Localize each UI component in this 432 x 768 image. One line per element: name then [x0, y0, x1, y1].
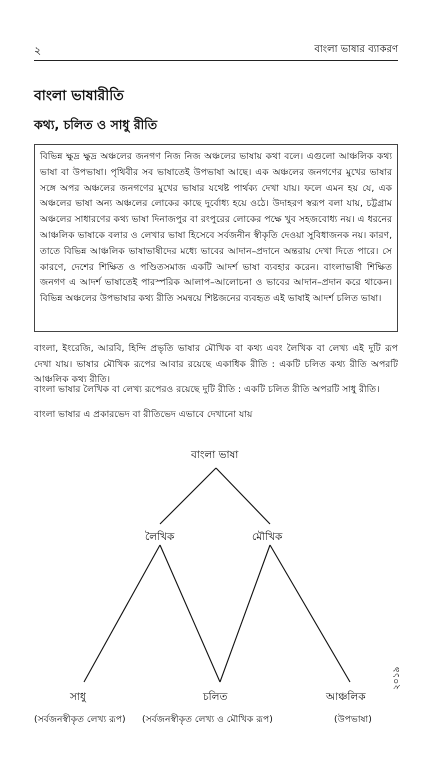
paragraph-diagram-intro: বাংলা ভাষার এ প্রকারভেদ বা রীতিভেদ এভাবে দেখানো যায় — [34, 409, 253, 420]
edge-root-spoken — [216, 468, 270, 524]
node-written: লৈখিক — [145, 531, 175, 543]
node-cholito-desc: (সর্বজনস্বীকৃত লেখ্য ও মৌখিক রূপ) — [142, 714, 273, 725]
running-title: বাংলা ভাষার ব্যাকরণ — [314, 44, 398, 55]
boxed-paragraph: বিভিন্ন ক্ষুদ্র ক্ষুদ্র অঞ্চলের জনগণ নিজ নিজ অঞ্চলের ভাষায় কথা বলে। এগুলো আঞ্চলিক কথ্য ভাষা বা উপভাষা। পৃথিবীর সব ভাষাতেই উপভাষা আছে। এক অঞ্চলের জনগণের মুখের ভাষার সঙ্গে অপর অঞ্চলের জনগণের মুখের ভাষার যথেষ্ট পার্থক্য দেখা যায়। ফলে এমন হয় যে, এক অঞ্চলের ভাষা অন্য অঞ্চলের লোকের কাছে দুর্বোধ্য হয়ে ওঠে। উদাহরণ স্বরূপ বলা যায়, চট্টগ্রাম অঞ্চলের সাধারণের কথ্য ভাষা দিনাজপুর বা রংপুরের লোকের পক্ষে খুব সহজবোধ্য নয়। এ ধরনের আঞ্চলিক ভাষাকে বলার ও লেখার ভাষা হিসেবে সর্বজনীন স্বীকৃতি দেওয়া সুবিধাজনক নয়। কারণ, তাতে বিভিন্ন আঞ্চলিক ভাষাভাষীদের মধ্যে ভাবের আদান–প্রদানে অন্তরায় দেখা দিতে পারে। সে কারণে, দেশের শিক্ষিত ও পণ্ডিতসমাজ একটি আদর্শ ভাষা ব্যবহার করেন। বাংলাভাষী শিক্ষিত জনগণ এ আদর্শ ভাষাতেই পারস্পরিক আলাপ–আলোচনা ও ভাবের আদান–প্রদান করে থাকেন। বিভিন্ন অঞ্চলের উপভাষার কথ্য রীতি সমন্বয়ে শিষ্টজনের ব্যবহৃত এই ভাষাই আদর্শ চলিত ভাষা। — [34, 144, 398, 332]
paragraph-written-styles: বাংলা ভাষার লৈখিক বা লেখ্য রূপেরও রয়েছে দুটি রীতি : একটি চলিত রীতি অপরটি সাধু রীতি। — [34, 384, 380, 395]
edge-written-cholito — [160, 545, 220, 682]
node-regional-desc: (উপভাষা) — [334, 714, 372, 725]
node-regional: আঞ্চলিক — [326, 691, 366, 703]
edge-root-written — [160, 468, 216, 524]
margin-note: ২০১৯ — [392, 666, 402, 690]
node-cholito: চলিত — [203, 691, 228, 703]
section-title: কথ্য, চলিত ও সাধু রীতি — [34, 117, 158, 132]
page-number: ২ — [34, 44, 42, 57]
edge-spoken-cholito — [220, 545, 270, 682]
chapter-title: বাংলা ভাষারীতি — [34, 88, 124, 104]
edge-written-sadhu — [84, 545, 160, 682]
node-spoken: মৌখিক — [252, 531, 283, 543]
node-sadhu-desc: (সর্বজনস্বীকৃত লেখ্য রূপ) — [34, 714, 126, 725]
edge-spoken-regional — [270, 545, 350, 682]
node-sadhu: সাধু — [70, 691, 86, 703]
paragraph-forms: বাংলা, ইংরেজি, আরবি, হিন্দি প্রভৃতি ভাষার মৌখিক বা কথ্য এবং লৈখিক বা লেখ্য এই দুটি রূপ দেখা যায়। ভাষার মৌখিক রূপের আবার রয়েছে একাধিক রীতি : একটি চলিত কথ্য রীতি অপরটি আঞ্চলিক কথ্য রীতি। — [34, 343, 398, 386]
node-root: বাংলা ভাষা — [191, 449, 239, 461]
